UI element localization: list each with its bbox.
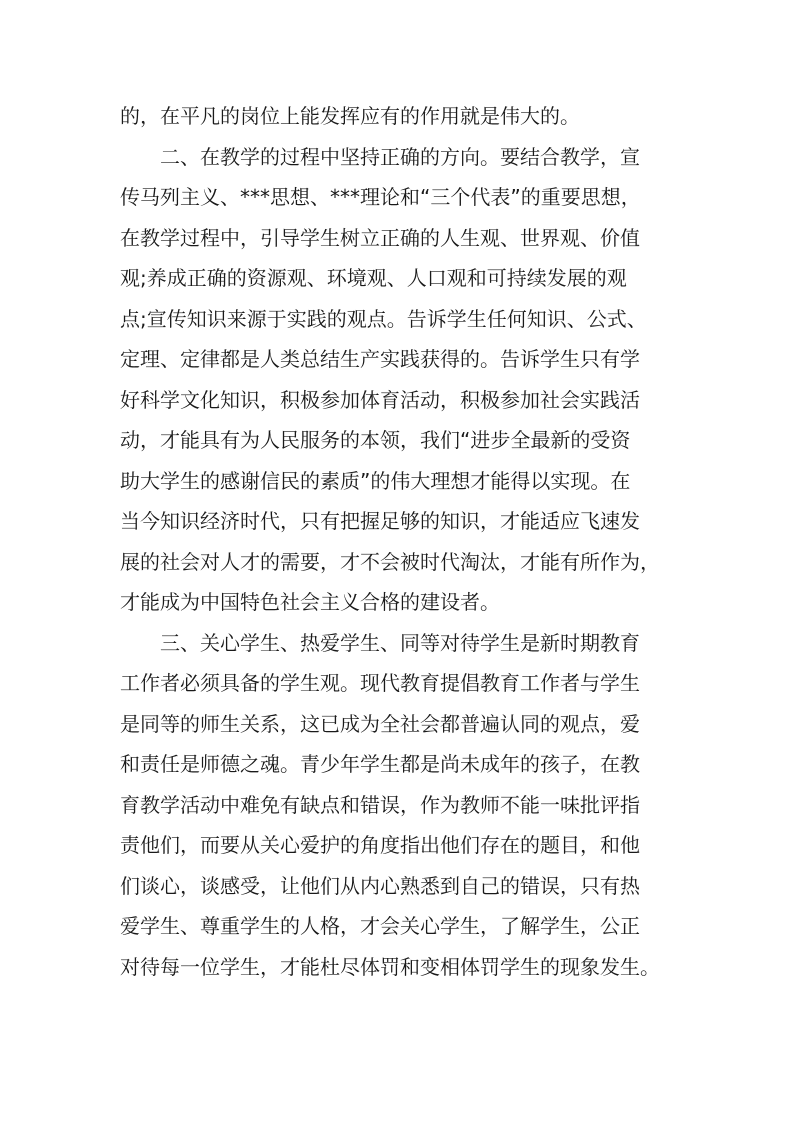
text-line: 二、在教学的过程中坚持正确的方向。要结合教学，宣	[120, 144, 640, 169]
text-line: 责他们，而要从关心爱护的角度指出他们存在的题目，和他	[120, 833, 640, 857]
text-line: 助大学生的感谢信民的素质”的伟大理想才能得以实现。在	[120, 468, 631, 493]
body-text	[120, 96, 680, 987]
text-line: 动，才能具有为人民服务的本领，我们“进步全最新的受资	[120, 428, 631, 452]
text-line: 对待每一位学生，才能杜尽体罚和变相体罚学生的现象发生。	[120, 954, 660, 979]
text-line: 在教学过程中，引导学生树立正确的人生观、世界观、价值	[120, 225, 640, 250]
text-line: 观;养成正确的资源观、环境观、人口观和可持续发展的观	[120, 266, 627, 290]
text-line: 展的社会对人才的需要，才不会被时代淘汰，才能有所作为，	[120, 549, 660, 574]
text-line: 三、关心学生、热爱学生、同等对待学生是新时期教育	[120, 630, 640, 655]
text-line: 点;宣传知识来源于实践的观点。告诉学生任何知识、公式、	[120, 306, 647, 331]
text-line: 们谈心，谈感受，让他们从内心熟悉到自己的错误，只有热	[120, 873, 640, 898]
text-line: 育教学活动中难免有缺点和错误，作为教师不能一味批评指	[120, 792, 640, 817]
text-line: 好科学文化知识，积极参加体育活动，积极参加社会实践活	[120, 387, 640, 412]
text-line: 的，在平凡的岗位上能发挥应有的作用就是伟大的。	[120, 104, 580, 128]
text-line: 和责任是师德之魂。青少年学生都是尚未成年的孩子，在教	[120, 752, 640, 776]
text-line: 传马列主义、***思想、***理论和“三个代表”的重要思想，	[120, 185, 641, 209]
text-line: 定理、定律都是人类总结生产实践获得的。告诉学生只有学	[120, 347, 640, 371]
text-line: 工作者必须具备的学生观。现代教育提倡教育工作者与学生	[120, 671, 640, 695]
text-line: 才能成为中国特色社会主义合格的建设者。	[120, 590, 500, 614]
text-line: 是同等的师生关系，这已成为全社会都普遍认同的观点，爱	[120, 711, 640, 736]
text-line: 爱学生、尊重学生的人格，才会关心学生，了解学生，公正	[120, 914, 640, 938]
text-line: 当今知识经济时代，只有把握足够的知识，才能适应飞速发	[120, 509, 640, 533]
